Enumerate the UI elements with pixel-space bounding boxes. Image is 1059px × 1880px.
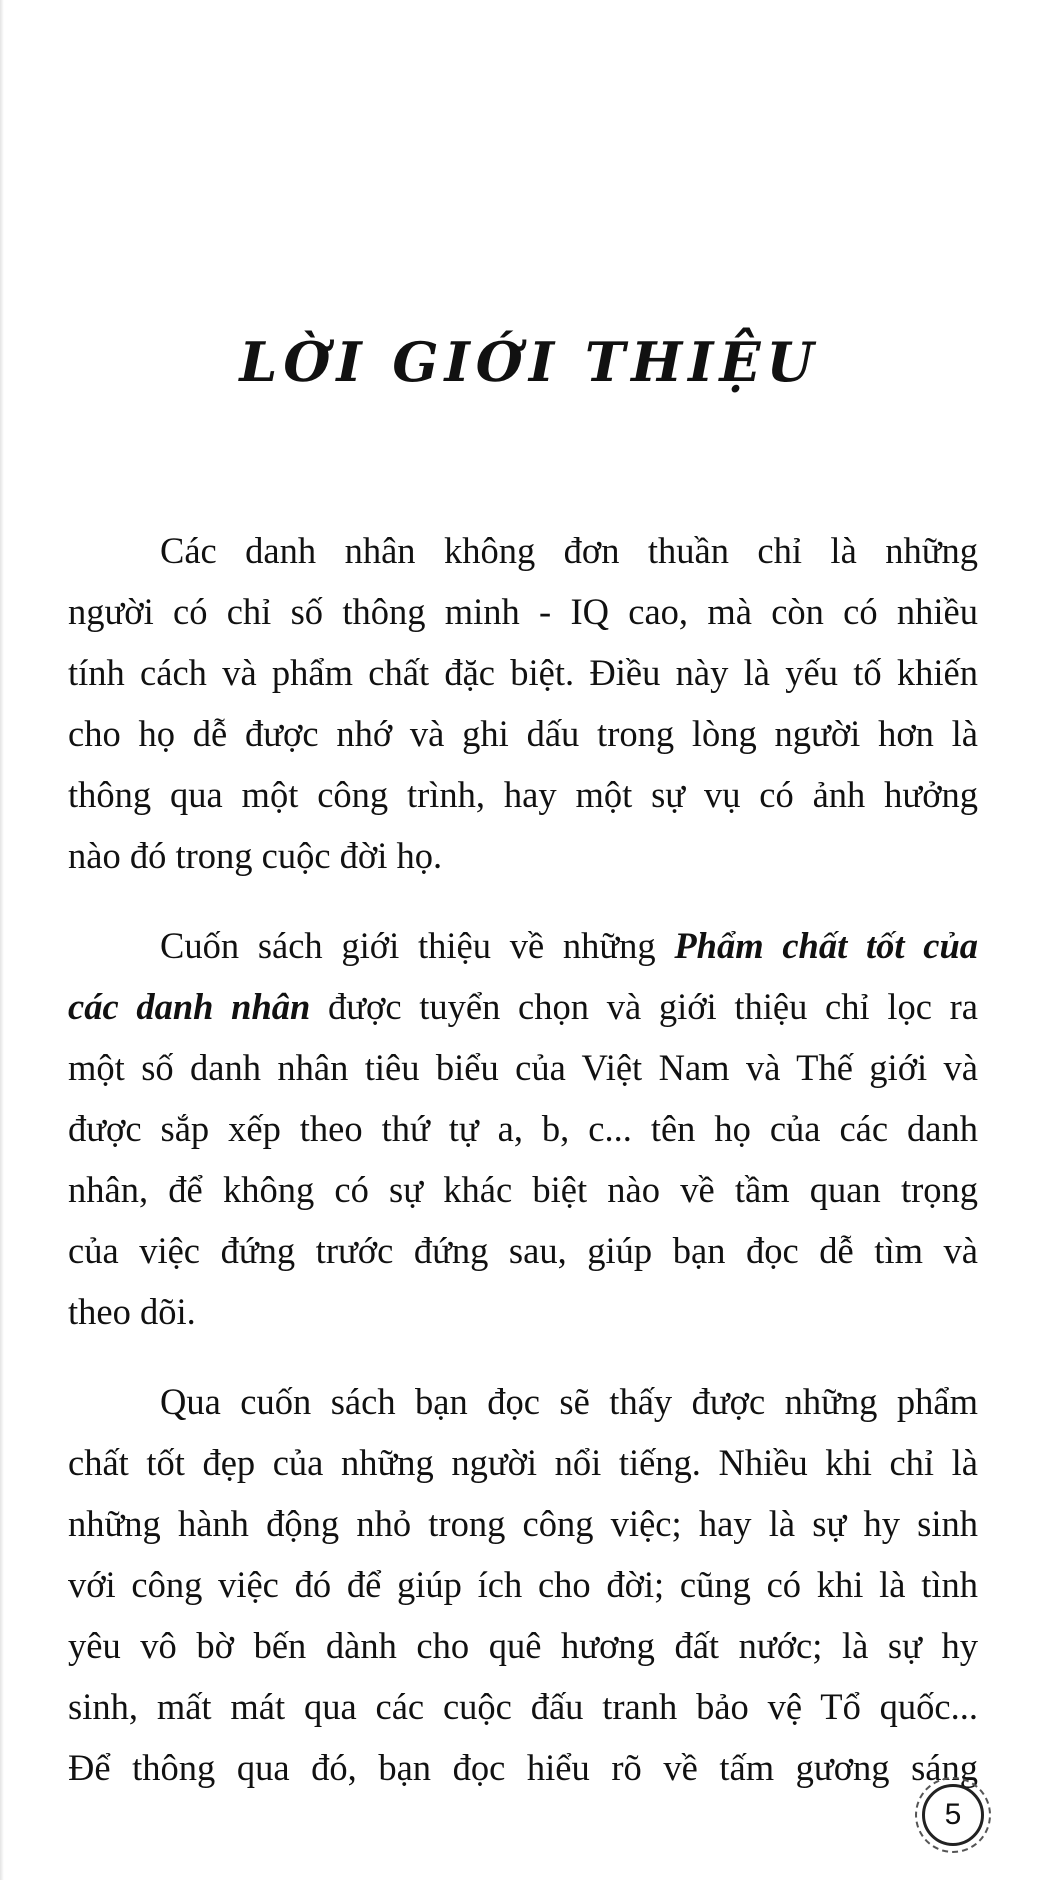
book-title-emphasis: Phẩm chất tốt của	[674, 925, 978, 966]
page-number: 5	[922, 1784, 984, 1846]
text-line: sinh, mất mát qua các cuộc đấu tranh bảo vệ Tổ quốc...	[68, 1686, 978, 1727]
paragraph-1	[68, 520, 978, 886]
text-line: nào đó trong cuộc đời họ.	[68, 835, 443, 876]
page-title: LỜI GIỚI THIỆU	[239, 330, 820, 394]
text-line: yêu vô bờ bến dành cho quê hương đất nước; là sự hy	[68, 1625, 978, 1666]
body-text	[68, 520, 978, 1827]
text-line: tính cách và phẩm chất đặc biệt. Điều này là yếu tố khiến	[68, 652, 978, 693]
text-line: người có chỉ số thông minh - IQ cao, mà còn có nhiều	[68, 591, 978, 632]
text-line	[68, 915, 978, 976]
paragraph-2	[68, 915, 978, 1342]
paragraph-3	[68, 1371, 978, 1798]
text-line: chất tốt đẹp của những người nổi tiếng. Nhiều khi chỉ là	[68, 1442, 978, 1483]
text-line: Để thông qua đó, bạn đọc hiểu rõ về tấm gương sáng	[68, 1747, 978, 1788]
page-edge	[0, 0, 4, 1880]
text-line: nhân, để không có sự khác biệt nào về tầm quan trọng	[68, 1169, 978, 1210]
text-line: với công việc đó để giúp ích cho đời; cũng có khi là tình	[68, 1564, 978, 1605]
text-line: của việc đứng trước đứng sau, giúp bạn đọc dễ tìm và	[68, 1230, 978, 1271]
text-line: được sắp xếp theo thứ tự a, b, c... tên họ của các danh	[68, 1108, 978, 1149]
text-line: một số danh nhân tiêu biểu của Việt Nam và Thế giới và	[68, 1047, 978, 1088]
text-line: những hành động nhỏ trong công việc; hay là sự hy sinh	[68, 1503, 978, 1544]
text-line	[68, 976, 978, 1037]
text-line: Các danh nhân không đơn thuần chỉ là những	[160, 530, 978, 571]
text-run: được tuyển chọn và giới thiệu chỉ lọc ra	[310, 986, 978, 1027]
text-line: theo dõi.	[68, 1291, 196, 1332]
text-line: thông qua một công trình, hay một sự vụ có ảnh hưởng	[68, 774, 978, 815]
text-line: cho họ dễ được nhớ và ghi dấu trong lòng người hơn là	[68, 713, 978, 754]
text-line: Qua cuốn sách bạn đọc sẽ thấy được những phẩm	[160, 1381, 978, 1422]
text-run: Cuốn sách giới thiệu về những	[160, 925, 675, 966]
book-title-emphasis: các danh nhân	[68, 986, 311, 1027]
